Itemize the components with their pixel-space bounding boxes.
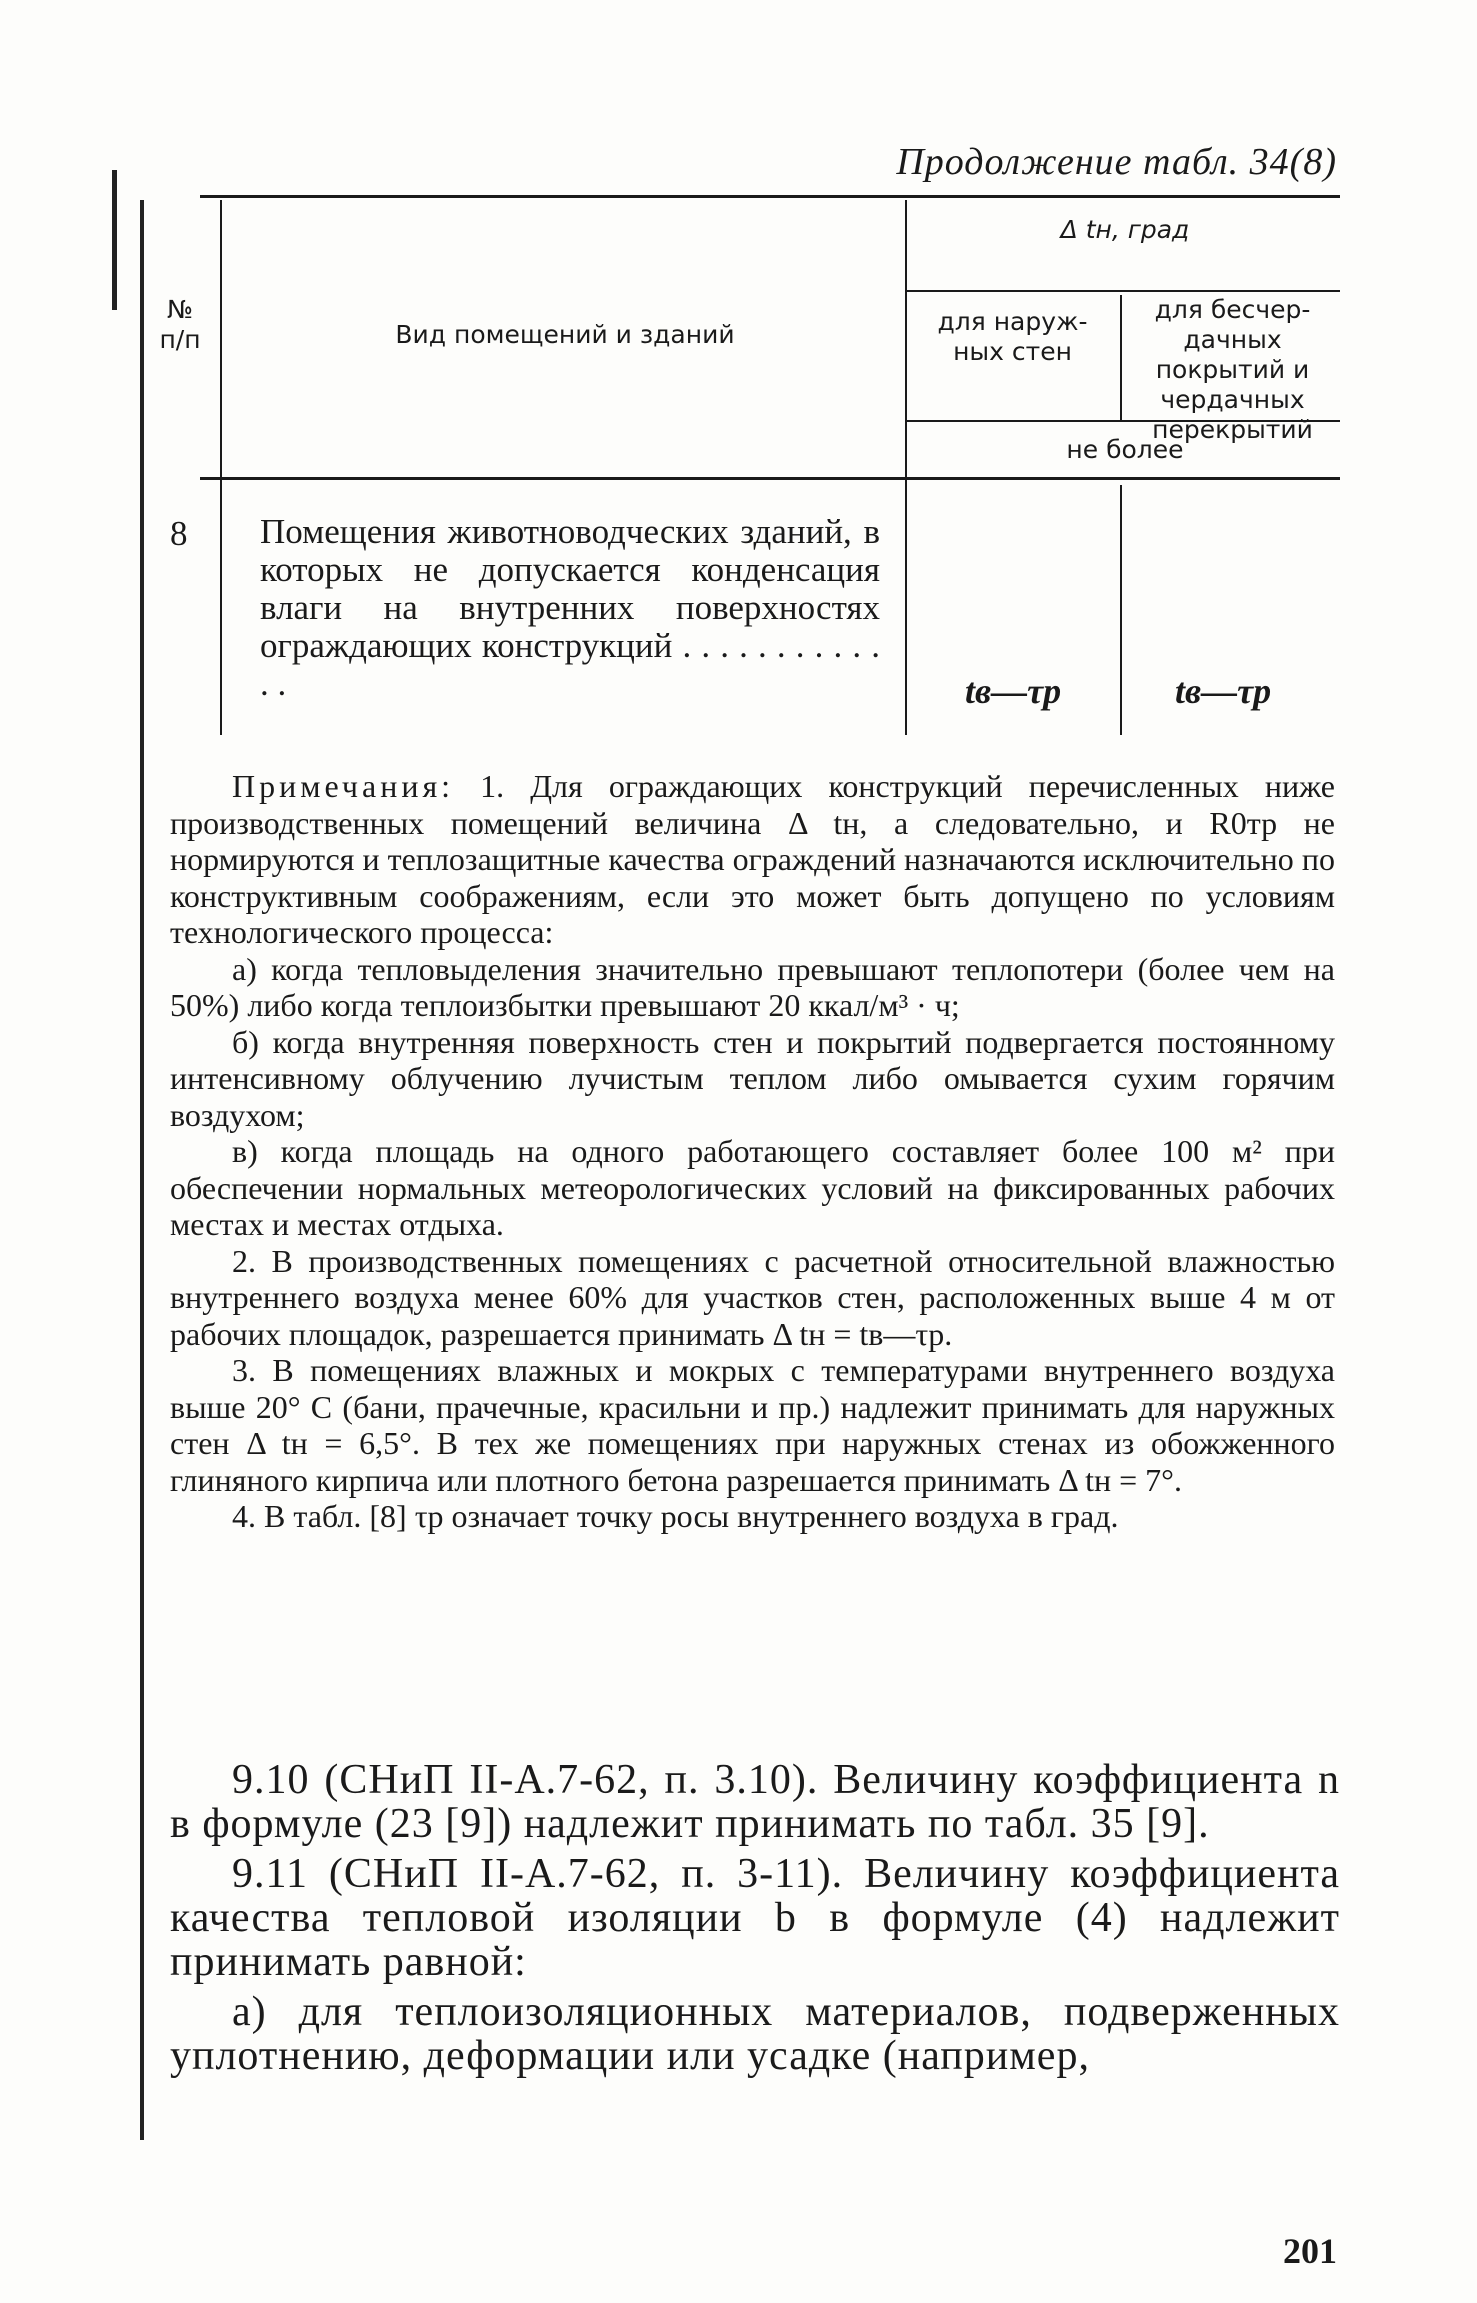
header-kind: Вид помещений и зданий [395, 320, 735, 349]
note-4: 4. В табл. [8] τр означает точку росы внутреннего воздуха в град. [232, 1498, 1119, 1534]
table-top-rule [200, 195, 1340, 198]
page-number: 201 [1283, 2231, 1337, 2271]
paragraph-9-10: 9.10 (СНиП II-А.7-62, п. 3.10). Величину коэффициента n в формуле (23 [9]) надлежит принимать по табл. 35 [9]. [170, 1757, 1340, 1847]
data-table [159, 195, 1340, 740]
note-1-text: 1. Для ограждающих конструкций перечисленных ниже производственных помещений величина Δ tн, а следовательно, и R0тр не нормируются и теплозащитные качества ограждений назначаются исключительно по конструктивным соображениям, если это может быть допущено по условиям технологического процесса: [170, 768, 1336, 950]
paragraph-9-11: 9.11 (СНиП II-А.7-62, п. 3-11). Величину коэффициента качества тепловой изоляции b в формуле (4) надлежит принимать равной: [170, 1851, 1340, 1985]
table-header-rule [200, 477, 1340, 480]
note-1a: а) когда тепловыделения значительно превышают теплопотери (более чем на 50%) либо когда теплоизбытки превышают 20 ккал/м³ · ч; [170, 950, 1335, 1023]
table-delta-rule [905, 290, 1340, 292]
table-col-divider-3b [1120, 485, 1122, 735]
header-delta: Δ tн, град [1060, 215, 1190, 244]
note-1c: в) когда площадь на одного работающего составляет более 100 м² при обеспечении нормальных метеорологических условий на фиксированных рабочих местах и местах отдыха. [170, 1133, 1335, 1242]
header-walls: для наруж- ных стен [937, 307, 1088, 366]
note-2: 2. В производственных помещениях с расчетной относительной влажностью внутреннего воздуха менее 60% для участков стен, расположенных выше 4 м от рабочих площадок, разрешается принимать Δ tн = tв—τр. [170, 1242, 1335, 1352]
note-1 [170, 768, 1335, 951]
note-3: 3. В помещениях влажных и мокрых с температурами внутреннего воздуха выше 20° С (бани, прачечные, красильни и пр.) надлежит принимать для наружных стен Δ tн = 6,5°. В тех же помещениях при наружных стенах из обожженного глиняного кирпича или плотного бетона разрешается принимать Δ tн = 7°. [170, 1352, 1335, 1498]
table-caption: Продолжение табл. 34(8) [896, 141, 1337, 183]
main-text [170, 1758, 1340, 2084]
notes-block [170, 768, 1335, 1535]
row-roofs-value: tв—τр [1175, 671, 1272, 711]
header-number: № п/п [159, 295, 201, 354]
binding-line [140, 200, 144, 2140]
row-walls-value: tв—τр [965, 671, 1062, 711]
table-col-divider-3 [1120, 295, 1122, 420]
header-not-more: не более [1066, 435, 1184, 464]
row-kind: Помещения животноводческих зданий, в которых не допускается конденсация влаги на внутренних поверхностях ограждающих конструкций . . . . . . . . . . . . . [260, 512, 880, 703]
table-col-divider-1 [220, 200, 222, 735]
notes-heading: Примечания: [232, 768, 455, 804]
note-1b: б) когда внутренняя поверхность стен и покрытий подвергается постоянному интенсивному облучению лучистым теплом либо омывается сухим горячим воздухом; [170, 1023, 1335, 1133]
paragraph-9-11-a: а) для теплоизоляционных материалов, подверженных уплотнению, деформации или усадке (например, [170, 1989, 1340, 2079]
header-roofs: для бесчер- дачных покрытий и чердачных перекрытий [1152, 295, 1313, 444]
binding-line [112, 170, 117, 310]
table-col-divider-2 [905, 200, 907, 735]
row-number: 8 [170, 514, 188, 553]
